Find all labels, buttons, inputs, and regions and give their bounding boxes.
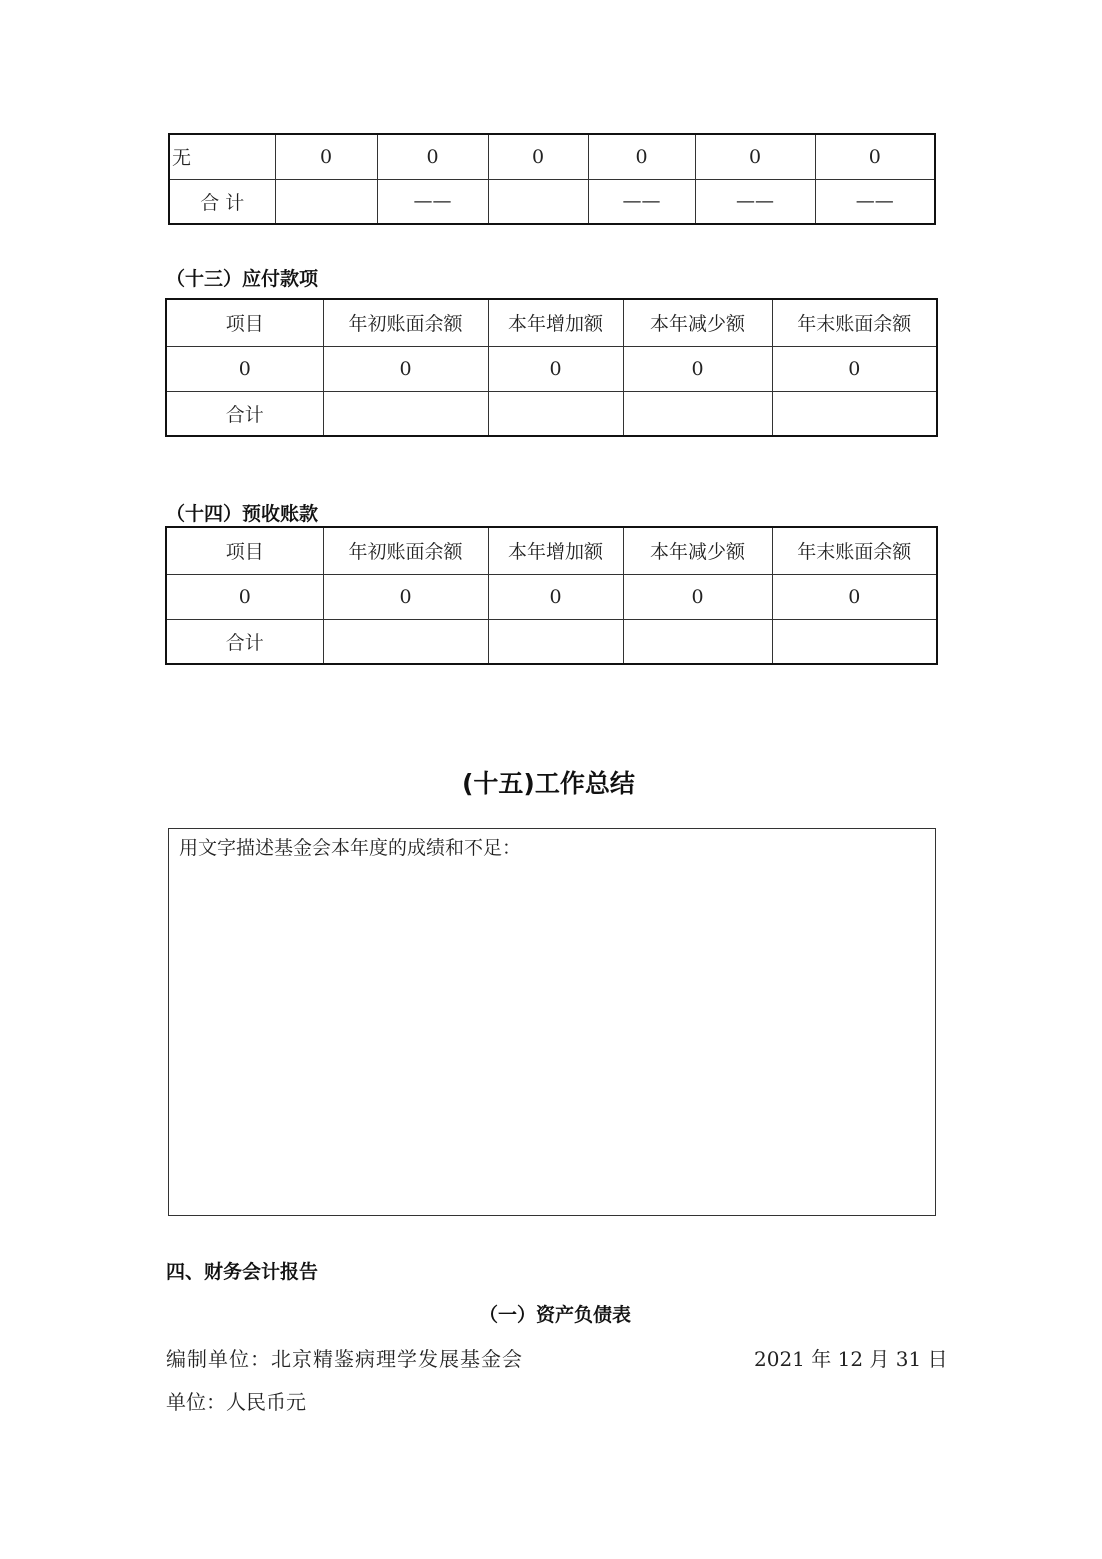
table-cell: 0 (488, 134, 588, 179)
table-cell (772, 391, 937, 436)
table-cell: 0 (772, 346, 937, 391)
column-header: 本年增加额 (488, 299, 623, 346)
table-cell: 0 (166, 574, 323, 619)
table-cell: 0 (815, 134, 935, 179)
table-cell: 合计 (166, 619, 323, 664)
balance-sheet-heading: （一）资产负债表 (479, 1304, 632, 1326)
table-cell: 0 (166, 346, 323, 391)
table-cell (623, 619, 772, 664)
table-cell: 0 (623, 346, 772, 391)
table-header-row (166, 527, 937, 574)
table-cell: 0 (488, 346, 623, 391)
section-4-heading: 四、财务会计报告 (166, 1261, 319, 1283)
work-summary-box[interactable] (168, 828, 936, 1216)
table-cell (323, 391, 488, 436)
column-header: 年末账面余额 (772, 527, 937, 574)
table-continued (168, 133, 936, 225)
table-row (166, 346, 937, 391)
table-cell: 0 (488, 574, 623, 619)
table-cell: —— (588, 179, 695, 224)
compiler-line: 编制单位：北京精鉴病理学发展基金会 (166, 1347, 523, 1371)
table-cell: —— (695, 179, 815, 224)
table-cell (623, 391, 772, 436)
table-cell: 0 (695, 134, 815, 179)
column-header: 年末账面余额 (772, 299, 937, 346)
table-cell: 无 (169, 134, 275, 179)
table-cell: 0 (323, 346, 488, 391)
table-cell: 0 (588, 134, 695, 179)
table-cell: 0 (623, 574, 772, 619)
column-header: 本年减少额 (623, 299, 772, 346)
table-cell (488, 391, 623, 436)
section-13-heading: （十三）应付款项 (166, 268, 319, 290)
section-14-heading: （十四）预收账款 (166, 503, 319, 525)
table-cell: 合计 (166, 391, 323, 436)
column-header: 年初账面余额 (323, 527, 488, 574)
section-15-heading: (十五)工作总结 (462, 769, 635, 798)
table-cell (488, 179, 588, 224)
advance-receipts-table (165, 526, 938, 665)
table-row (166, 574, 937, 619)
column-header: 项目 (166, 299, 323, 346)
table-cell: —— (815, 179, 935, 224)
payables-table (165, 298, 938, 437)
table-row (169, 134, 935, 179)
table-cell (772, 619, 937, 664)
table-header-row (166, 299, 937, 346)
table-row (166, 619, 937, 664)
table-cell: 0 (772, 574, 937, 619)
column-header: 年初账面余额 (323, 299, 488, 346)
column-header: 项目 (166, 527, 323, 574)
table-cell (323, 619, 488, 664)
table-cell (275, 179, 377, 224)
table-cell: 0 (377, 134, 488, 179)
table-row (169, 179, 935, 224)
table-cell: 合 计 (169, 179, 275, 224)
work-summary-prompt: 用文字描述基金会本年度的成绩和不足： (179, 837, 522, 859)
table-cell: —— (377, 179, 488, 224)
column-header: 本年增加额 (488, 527, 623, 574)
table-cell: 0 (323, 574, 488, 619)
table-cell: 0 (275, 134, 377, 179)
column-header: 本年减少额 (623, 527, 772, 574)
table-row (166, 391, 937, 436)
report-date: 2021 年 12 月 31 日 (754, 1347, 948, 1371)
currency-unit: 单位：人民币元 (166, 1390, 306, 1414)
table-cell (488, 619, 623, 664)
